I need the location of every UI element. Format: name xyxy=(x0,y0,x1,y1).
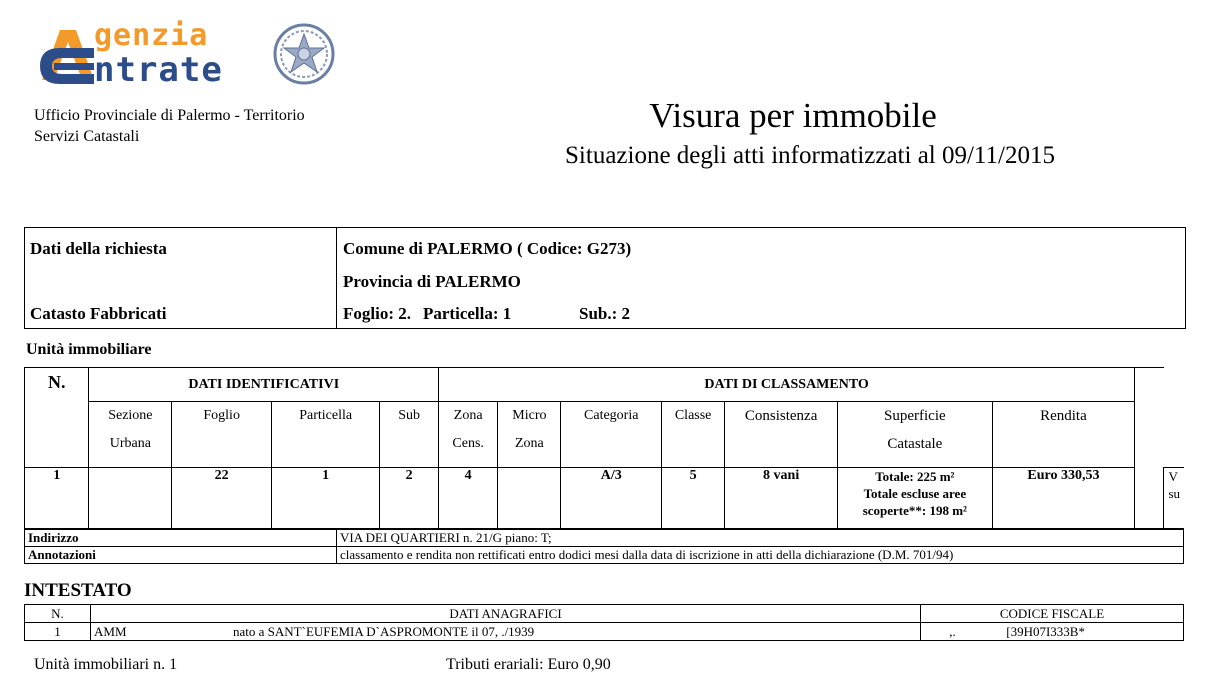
document-subtitle: Situazione degli atti informatizzati al 09/11/2015 xyxy=(565,142,1055,169)
intestato-col-cf: CODICE FISCALE xyxy=(921,605,1184,623)
request-divider xyxy=(336,228,337,328)
table-row xyxy=(25,623,1184,641)
row-consistenza: 8 vani xyxy=(725,468,838,529)
address-label: Indirizzo xyxy=(25,530,337,547)
extra-column xyxy=(1135,368,1164,529)
rendita-header: Rendita xyxy=(992,402,1134,468)
row-zona: 4 xyxy=(439,468,498,529)
logo-word-agenzia: genzia xyxy=(94,18,209,53)
notes-value: classamento e rendita non rettificati entro dodici mesi dalla data di iscrizione in atti della dichiarazione (D.M. 701/94) xyxy=(337,547,1184,564)
row-particella: 1 xyxy=(272,468,380,529)
provincia-value: Provincia di PALERMO xyxy=(343,272,521,291)
superficie-header: Superficie Catastale xyxy=(838,402,993,468)
row-foglio: 22 xyxy=(172,468,272,529)
row-sezione xyxy=(89,468,172,529)
document-title: Visura per immobile xyxy=(649,96,937,135)
agenzia-entrate-logo xyxy=(36,18,336,98)
table-row xyxy=(25,468,1185,529)
unit-table xyxy=(24,367,1184,529)
office-info xyxy=(34,105,305,147)
micro-zona-header: Micro Zona xyxy=(498,402,561,468)
sub-header: Sub xyxy=(380,402,439,468)
logo-word-entrate: ntrate xyxy=(94,50,223,90)
intestato-row-cf xyxy=(921,623,1184,641)
particella-header: Particella xyxy=(272,402,380,468)
footer-units: Unità immobiliari n. 1 xyxy=(34,656,178,673)
group-ident-header: DATI IDENTIFICATIVI xyxy=(89,368,439,402)
italian-republic-seal-icon xyxy=(272,22,336,86)
comune-value: Comune di PALERMO ( Codice: G273) xyxy=(343,239,632,258)
intestato-row-n: 1 xyxy=(25,623,91,641)
row-rendita: Euro 330,53 xyxy=(992,468,1134,529)
consistenza-header: Consistenza xyxy=(725,402,838,468)
row-micro xyxy=(498,468,561,529)
address-table xyxy=(24,529,1184,564)
office-line-1: Ufficio Provinciale di Palermo - Territorio xyxy=(34,107,305,124)
foglio-header: Foglio xyxy=(172,402,272,468)
intestato-row-dati xyxy=(91,623,921,641)
intestato-col-n: N. xyxy=(25,605,91,623)
row-sub: 2 xyxy=(380,468,439,529)
notes-label: Annotazioni xyxy=(25,547,337,564)
request-label: Dati della richiesta xyxy=(30,239,167,258)
intestato-col-dati: DATI ANAGRAFICI xyxy=(91,605,921,623)
particella-value: Particella: 1 xyxy=(423,304,512,323)
address-value: VIA DEI QUARTIERI n. 21/G piano: T; xyxy=(337,530,1184,547)
sezione-header: Sezione Urbana xyxy=(89,402,172,468)
intestato-table xyxy=(24,604,1184,641)
footer-tributi: Tributi erariali: Euro 0,90 xyxy=(446,656,611,673)
intestato-name: AMM xyxy=(94,623,127,639)
intestato-born: nato a SANT`EUFEMIA D`ASPROMONTE il 07, ./1939 xyxy=(233,623,535,639)
row-extra: V su xyxy=(1164,468,1184,529)
request-box xyxy=(24,227,1186,329)
row-classe: 5 xyxy=(661,468,724,529)
classe-header: Classe xyxy=(661,402,724,468)
categoria-header: Categoria xyxy=(561,402,662,468)
intestato-title: INTESTATO xyxy=(24,580,132,601)
sub-value: Sub.: 2 xyxy=(579,304,631,323)
unit-section-title: Unità immobiliare xyxy=(26,341,152,358)
foglio-value: Foglio: 2. xyxy=(343,304,411,323)
office-line-2: Servizi Catastali xyxy=(34,128,140,145)
col-n-header: N. xyxy=(25,368,89,468)
group-class-header: DATI DI CLASSAMENTO xyxy=(439,368,1135,402)
catasto-label: Catasto Fabbricati xyxy=(30,304,167,323)
row-superficie: Totale: 225 m² Totale escluse aree scoperte**: 198 m² xyxy=(838,468,993,529)
intestato-cf-prefix: ,. xyxy=(949,623,956,639)
logo-a-mark-icon xyxy=(36,20,100,88)
zona-header: Zona Cens. xyxy=(439,402,498,468)
row-categoria: A/3 xyxy=(561,468,662,529)
intestato-cf: [39H07I333B* xyxy=(1006,623,1085,639)
row-n: 1 xyxy=(25,468,89,529)
